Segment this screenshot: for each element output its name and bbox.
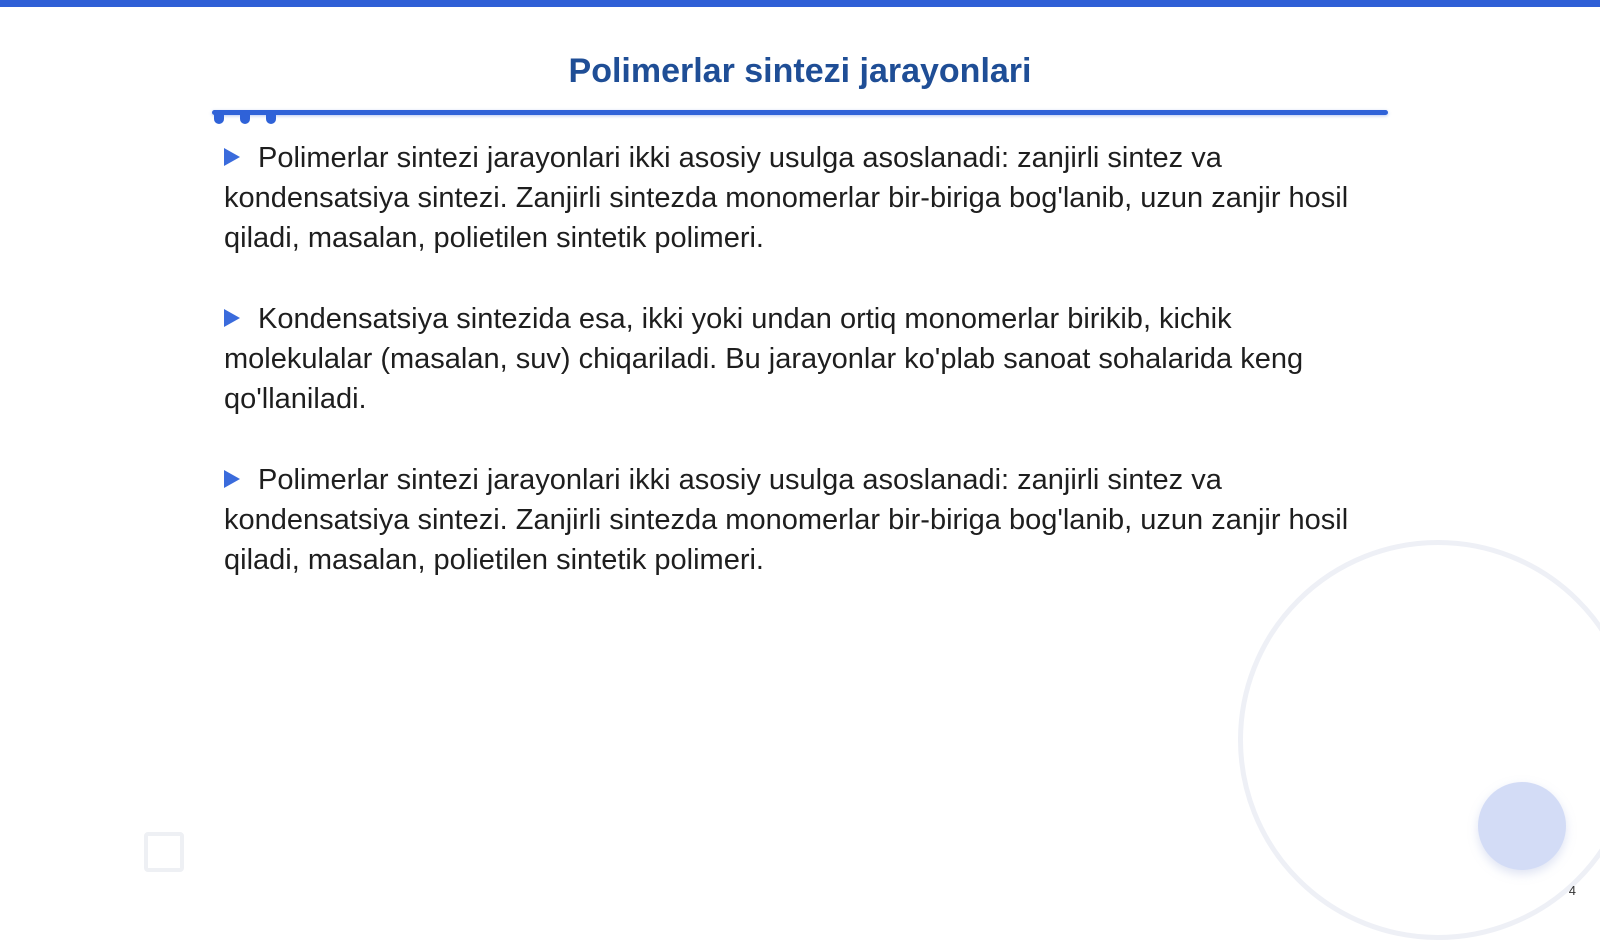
page-number: 4 <box>1568 883 1576 898</box>
slide-title: Polimerlar sintezi jarayonlari <box>568 52 1032 90</box>
title-underline <box>212 110 1388 115</box>
top-accent-bar <box>0 0 1600 7</box>
bullet-text: Polimerlar sintezi jarayonlari ikki asosiy usulga asoslanadi: zanjirli sintez va kondensatsiya sintezi. Zanjirli sintezda monomerlar bir-biriga bog'lanib, uzun zanjir hosil qiladi, masalan, polietilen sintetik polimeri. <box>224 142 1349 254</box>
play-triangle-icon <box>224 148 240 166</box>
bullet-text: Polimerlar sintezi jarayonlari ikki asosiy usulga asoslanadi: zanjirli sintez va kondensatsiya sintezi. Zanjirli sintezda monomerlar bir-biriga bog'lanib, uzun zanjir hosil qiladi, masalan, polietilen sintetik polimeri. <box>224 464 1349 576</box>
bullet-text: Kondensatsiya sintezida esa, ikki yoki undan ortiq monomerlar birikib, kichik molekulalar (masalan, suv) chiqariladi. Bu jarayonlar ko'plab sanoat sohalarida keng qo'llaniladi. <box>224 303 1304 415</box>
decorative-square <box>144 832 184 872</box>
play-triangle-icon <box>224 470 240 488</box>
underline-drip <box>266 110 276 124</box>
bullet-item <box>224 460 1374 580</box>
bullet-list <box>224 138 1374 621</box>
underline-drip <box>240 110 250 124</box>
decorative-circle <box>1478 782 1566 870</box>
bullet-item <box>224 138 1374 258</box>
underline-drip <box>214 110 224 124</box>
play-triangle-icon <box>224 309 240 327</box>
bullet-item <box>224 299 1374 419</box>
